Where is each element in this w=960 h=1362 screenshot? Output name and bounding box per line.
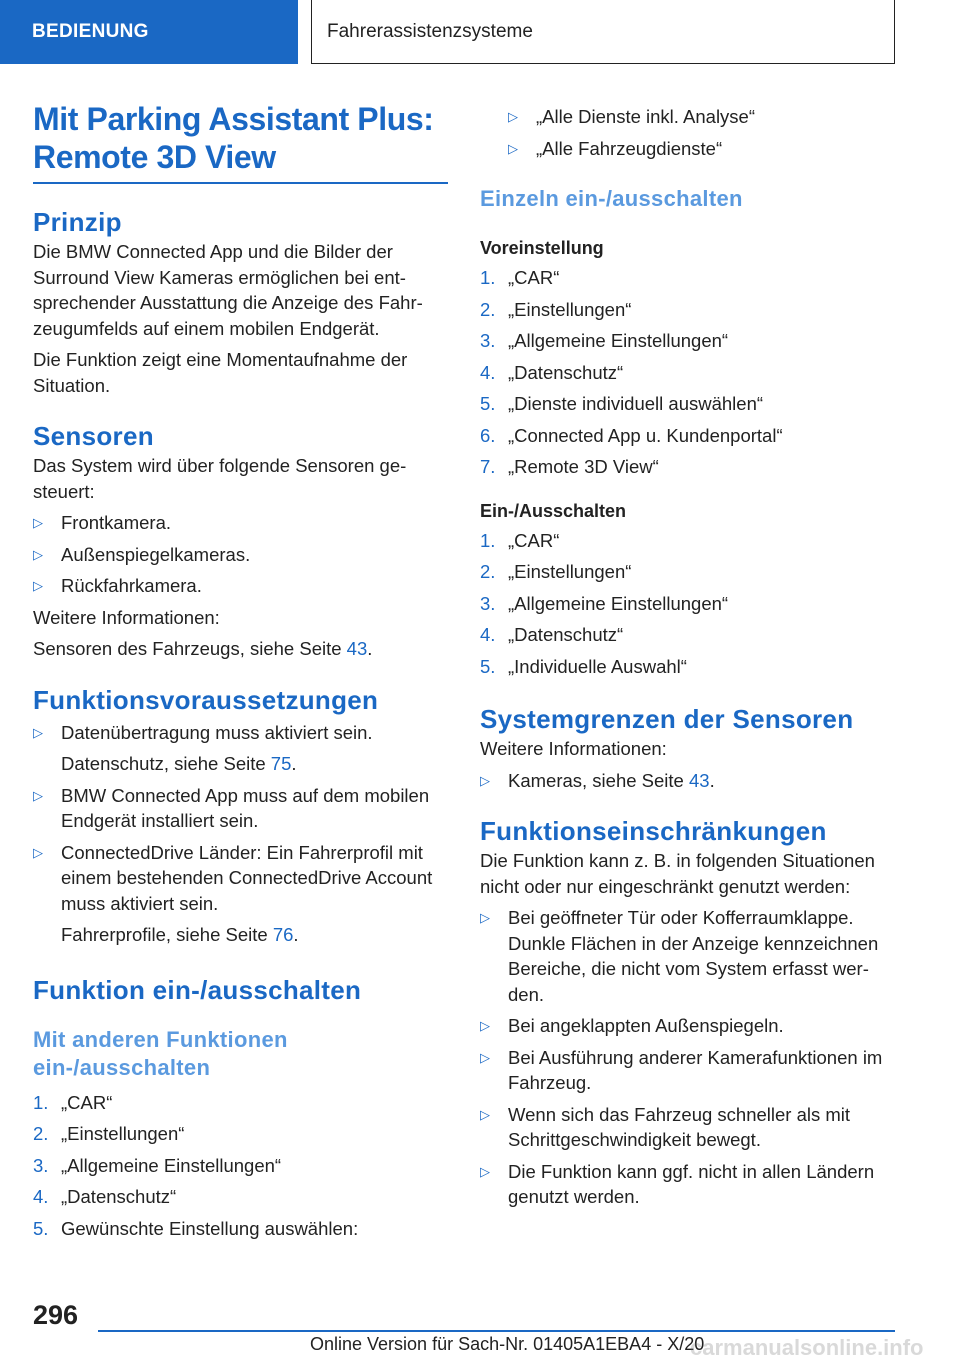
list-item: ▷ Die Funktion kann ggf. nicht in allen Ländern genutzt werden.	[480, 1160, 875, 1207]
heading-funktion-ein-aus: Funktion ein-/ausschalten	[33, 974, 362, 1005]
sensoren-reference: Sensoren des Fahrzeugs, siehe Seite 43.	[33, 638, 373, 659]
list-item: ▷ Bei angeklappten Außenspiegeln.	[480, 1013, 895, 1039]
triangle-bullet-icon: ▷	[480, 1163, 490, 1179]
list-item: ▷ Frontkamera.	[33, 510, 448, 536]
sensoren-intro: Das System wird über folgende Sensoren gesteuert:	[33, 455, 407, 502]
subheading-mit-anderen-funktionen: Mit anderen Funktionen ein-/ausschalten	[33, 1026, 288, 1080]
prinzip-paragraph-2: Die Funktion zeigt eine Momentaufnahme der Situation.	[33, 349, 408, 396]
list-item: 6. „Connected App u. Kundenportal“	[480, 424, 783, 446]
list-item: 4. „Datenschutz“	[33, 1186, 177, 1207]
list-item: 4. „Datenschutz“	[480, 624, 624, 645]
footer-online-version: Online Version für Sach-Nr. 01405A1EBA4 - X/20	[310, 1334, 705, 1354]
einaus-label: Ein-/Ausschalten	[480, 500, 627, 521]
heading-systemgrenzen: Systemgrenzen der Sensoren	[480, 704, 854, 734]
triangle-bullet-icon: ▷	[480, 1018, 490, 1033]
list-item: ▷ BMW Connected App muss auf dem mobilen Endgerät installiert sein.	[33, 784, 430, 831]
triangle-bullet-icon: ▷	[480, 910, 490, 925]
prinzip-paragraph-1: Die BMW Connected App und die Bilder der Surround View Kameras ermöglichen bei entsprechender Ausstattung die Anzeige des Fahrzeugumfelds auf einem mobilen Endgerät.	[33, 241, 423, 339]
triangle-bullet-icon: ▷	[480, 772, 490, 788]
page-link-43[interactable]: 43	[688, 769, 710, 791]
list-item: ▷ Bei Ausführung anderer Kamerafunktionen im Fahrzeug.	[480, 1046, 883, 1093]
subheading-einzeln: Einzeln ein-/ausschalten	[480, 186, 743, 211]
einschraenkungen-list	[480, 905, 895, 1210]
chapter-label: BEDIENUNG	[32, 21, 149, 42]
page-number: 296	[33, 1300, 79, 1330]
list-item: 2. „Einstellungen“	[480, 561, 632, 582]
page-link-75[interactable]: 75	[270, 753, 292, 774]
page-link-76[interactable]: 76	[272, 924, 294, 945]
einaus-right-steps	[480, 528, 895, 680]
title-rule	[33, 182, 448, 184]
watermark: carmanualsonline.info	[690, 1335, 924, 1360]
list-item: ▷ Bei geöffneter Tür oder Kofferraumklappe. Dunkle Flächen in der Anzeige kennzeichnen Bereiche, die nicht vom System erfasst werden.	[480, 907, 879, 1005]
triangle-bullet-icon: ▷	[33, 787, 43, 803]
list-item: 1. „CAR“	[480, 267, 560, 288]
list-item: 3. „Allgemeine Einstellungen“	[480, 592, 729, 614]
triangle-bullet-icon: ▷	[33, 515, 43, 530]
systemgrenzen-more-label: Weitere Informationen:	[480, 738, 667, 759]
list-item: 1. „CAR“	[33, 1091, 113, 1113]
list-item: ▷ Außenspiegelkameras.	[33, 542, 448, 568]
list-item: ▷ Rückfahrkamera.	[33, 573, 448, 599]
triangle-bullet-icon: ▷	[33, 724, 43, 740]
triangle-bullet-icon: ▷	[33, 844, 43, 860]
triangle-bullet-icon: ▷	[508, 109, 518, 124]
triangle-bullet-icon: ▷	[480, 1106, 490, 1122]
heading-funktionseinschraenkungen: Funktionseinschränkungen	[480, 816, 827, 846]
voreinstellung-label: Voreinstellung	[480, 238, 604, 258]
list-item: 2. „Einstellungen“	[33, 1123, 185, 1144]
list-item: 5. „Individuelle Auswahl“	[480, 655, 687, 677]
einschraenkungen-intro: Die Funktion kann z. B. in folgenden Situationen nicht oder nur eingeschränkt genutzt werden:	[480, 850, 875, 897]
right-column	[480, 104, 895, 1210]
sensoren-more-label: Weitere Informationen:	[33, 606, 220, 628]
list-item: 7. „Remote 3D View“	[480, 456, 659, 477]
systemgrenzen-list	[480, 768, 895, 794]
list-item: ▷ „Alle Dienste inkl. Analyse“	[508, 104, 895, 130]
list-item: ▷ Kameras, siehe Seite 43.	[480, 768, 895, 794]
voraussetzungen-list	[33, 720, 448, 948]
section-header	[311, 0, 895, 64]
list-item: ▷ ConnectedDrive Länder: Ein Fahrerprofil mit einem bestehenden ConnectedDrive Account muss aktiviert sein. Fahrerprofile, siehe Seite 76.	[33, 841, 433, 945]
list-item: ▷ Datenübertragung muss aktiviert sein. Datenschutz, siehe Seite 75.	[33, 721, 373, 774]
triangle-bullet-icon: ▷	[33, 578, 43, 593]
options-list	[480, 104, 895, 161]
heading-funktionsvoraussetzungen: Funktionsvoraussetzungen	[33, 684, 379, 715]
left-column	[33, 100, 448, 1241]
footer-rule	[98, 1330, 895, 1332]
list-item: ▷ Wenn sich das Fahrzeug schneller als mit Schrittgeschwindigkeit bewegt.	[480, 1103, 851, 1150]
list-item: ▷ „Alle Fahrzeugdienste“	[508, 136, 895, 162]
list-item: 3. „Allgemeine Einstellungen“	[480, 330, 729, 351]
section-label: Fahrerassistenzsysteme	[327, 20, 533, 42]
list-item: 5. „Dienste individuell auswählen“	[480, 393, 764, 414]
triangle-bullet-icon: ▷	[33, 546, 43, 562]
list-item: 5. Gewünschte Einstellung auswählen:	[33, 1217, 359, 1239]
einaus-steps	[33, 1090, 448, 1242]
heading-prinzip: Prinzip	[33, 207, 122, 237]
page-title: Mit Parking Assistant Plus: Remote 3D View	[33, 101, 434, 175]
list-item: 4. „Datenschutz“	[480, 361, 624, 383]
voreinstellung-steps	[480, 265, 895, 480]
list-item: 2. „Einstellungen“	[480, 298, 632, 320]
triangle-bullet-icon: ▷	[480, 1049, 490, 1065]
list-item: 1. „CAR“	[480, 529, 560, 551]
list-item: 3. „Allgemeine Einstellungen“	[33, 1154, 282, 1176]
heading-sensoren: Sensoren	[33, 421, 154, 451]
triangle-bullet-icon: ▷	[508, 140, 518, 156]
sensoren-list	[33, 510, 448, 599]
page-link-43[interactable]: 43	[346, 638, 368, 659]
chapter-tab	[0, 0, 298, 64]
